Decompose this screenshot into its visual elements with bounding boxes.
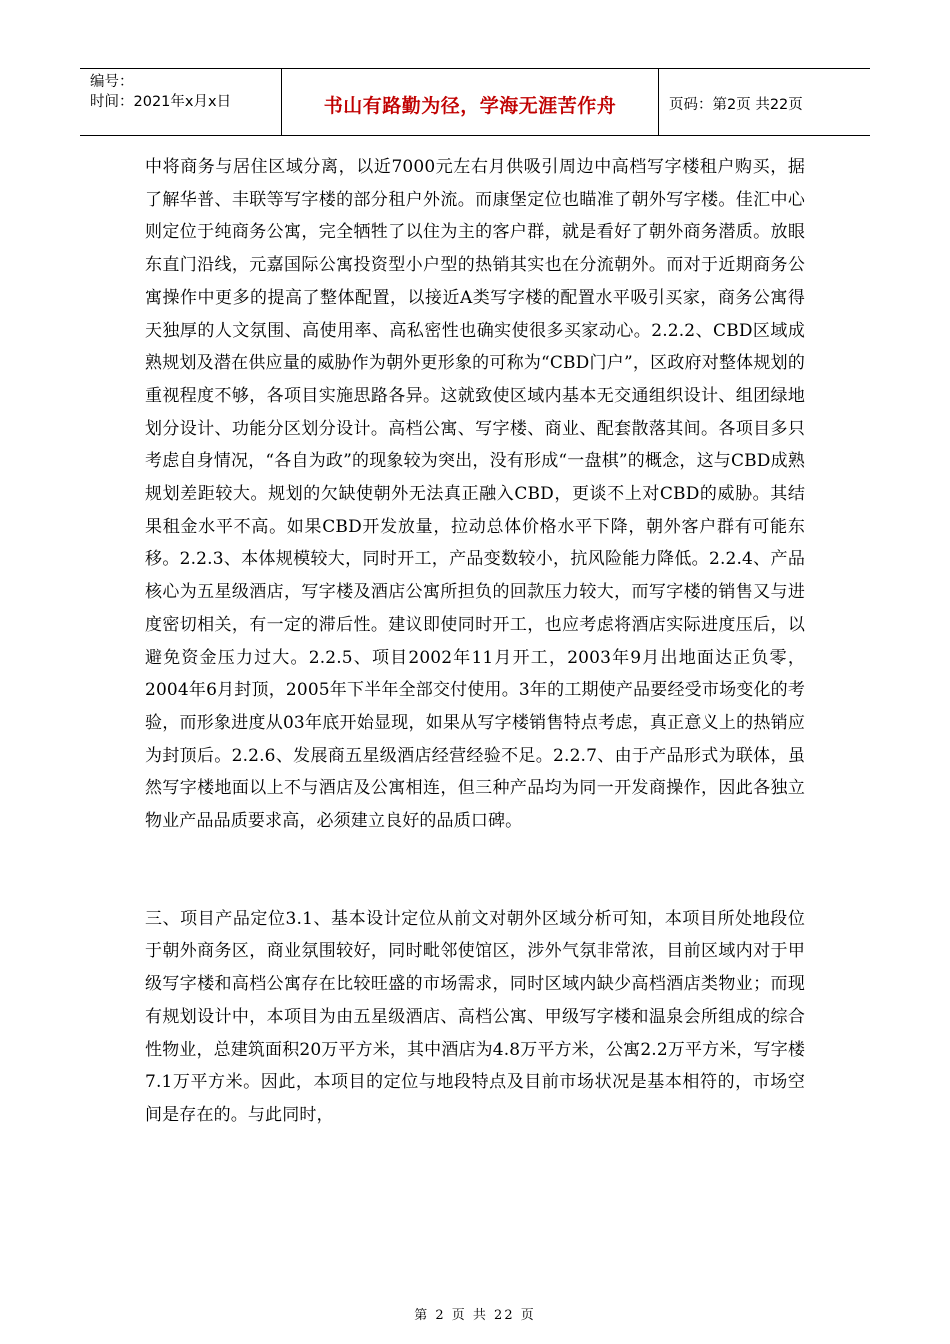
header-meta-cell: [80, 69, 282, 135]
time-label: 时间：2021年x月x日: [90, 94, 232, 110]
header-page-cell: [659, 69, 870, 135]
document-body: [145, 151, 805, 1132]
page-info-text: 页码：第2页 共22页: [669, 96, 803, 113]
body-paragraph: 中将商务与居住区域分离，以近7000元左右月供吸引周边中高档写字楼租户购买，据了解华普、丰联等写字楼的部分租户外流。而康堡定位也瞄准了朝外写字楼。佳汇中心则定位于纯商务公寓，完全牺牲了以住为主的客户群，就是看好了朝外商务潜质。放眼东直门沿线，元嘉国际公寓投资型小户型的热销其实也在分流朝外。而对于近期商务公寓操作中更多的提高了整体配置，以接近A类写字楼的配置水平吸引买家，商务公寓得天独厚的人文氛围、高使用率、高私密性也确实使很多买家动心。2.2.2、CBD区域成熟规划及潜在供应量的威胁作为朝外更形象的可称为“CBD门户”，区政府对整体规划的重视程度不够，各项目实施思路各异。这就致使区域内基本无交通组织设计、组团绿地划分设计、功能分区划分设计。高档公寓、写字楼、商业、配套散落其间。各项目多只考虑自身情况，“各自为政”的现象较为突出，没有形成“一盘棋”的概念，这与CBD成熟规划差距较大。规划的欠缺使朝外无法真正融入CBD，更谈不上对CBD的威胁。其结果租金水平不高。如果CBD开发放量，拉动总体价格水平下降，朝外客户群有可能东移。2.2.3、本体规模较大，同时开工，产品变数较小，抗风险能力降低。2.2.4、产品核心为五星级酒店，写字楼及酒店公寓所担负的回款压力较大，而写字楼的销售又与进度密切相关，有一定的滞后性。建议即使同时开工，也应考虑将酒店实际进度压后，以避免资金压力过大。2.2.5、项目2002年11月开工，2003年9月出地面达正负零，2004年6月封顶，2005年下半年全部交付使用。3年的工期使产品要经受市场变化的考验，而形象进度从03年底开始显现，如果从写字楼销售特点考虑，真正意义上的热销应为封顶后。2.2.6、发展商五星级酒店经营经验不足。2.2.7、由于产品形式为联体，虽然写字楼地面以上不与酒店及公寓相连，但三种产品均为同一开发商操作，因此各独立物业产品品质要求高，必须建立良好的品质口碑。: [145, 157, 805, 832]
page-footer: [0, 1304, 950, 1323]
header-motto-cell: [282, 69, 659, 135]
paragraph-spacer: [145, 838, 805, 903]
motto-text: 书山有路勤为径，学海无涯苦作舟: [323, 94, 617, 117]
serial-number-label: 编号：: [90, 74, 134, 90]
footer-page-number: 第 2 页 共 22 页: [414, 1308, 536, 1323]
page-header: [80, 68, 870, 136]
body-paragraph: 三、项目产品定位3.1、基本设计定位从前文对朝外区域分析可知，本项目所处地段位于朝外商务区，商业氛围较好，同时毗邻使馆区，涉外气氛非常浓，目前区域内对于甲级写字楼和高档公寓存在比较旺盛的市场需求，同时区域内缺少高档酒店类物业；而现有规划设计中，本项目为由五星级酒店、高档公寓、甲级写字楼和温泉会所组成的综合性物业，总建筑面积20万平方米，其中酒店为4.8万平方米，公寓2.2万平方米，写字楼7.1万平方米。因此，本项目的定位与地段特点及目前市场状况是基本相符的，市场空间是存在的。与此同时，: [145, 908, 806, 1125]
